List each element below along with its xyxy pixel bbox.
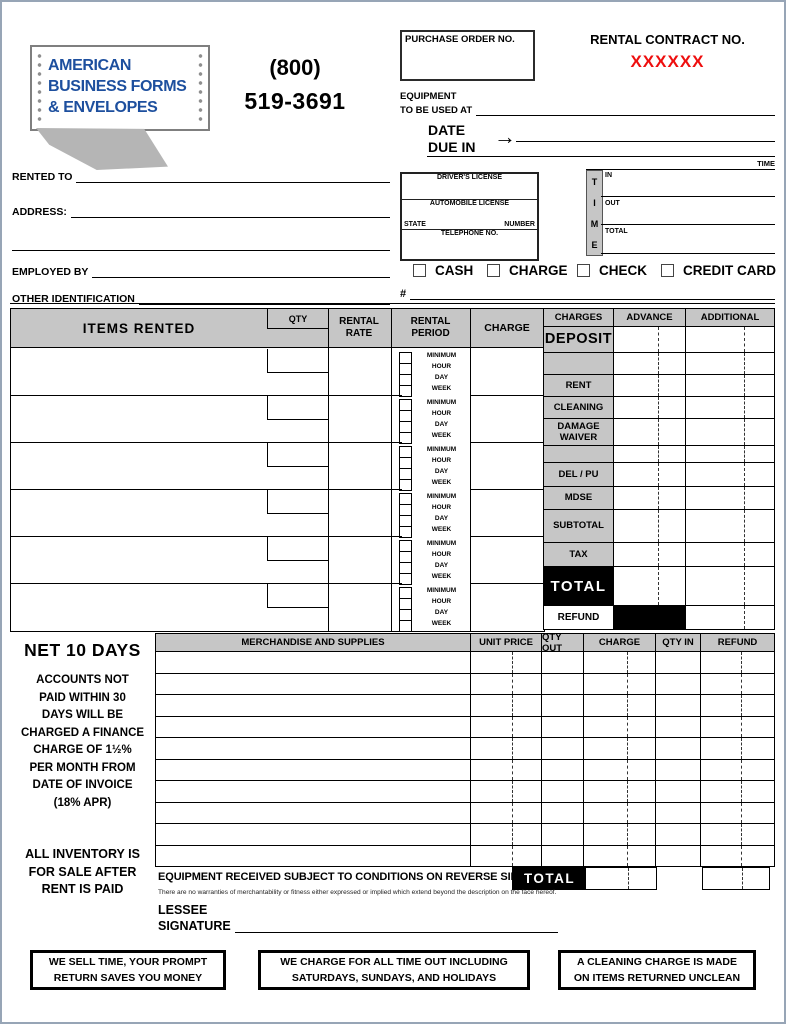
merch-refund-cell[interactable] [701,824,774,845]
drivers-license-label: DRIVER'S LICENSE [436,174,503,181]
merch-unit-price-cell[interactable] [471,738,542,759]
period-labels [414,491,469,536]
merch-refund-cell[interactable] [701,717,774,738]
merch-charge-cell[interactable] [584,652,656,673]
period-labels [414,585,469,630]
time-total-label: TOTAL [605,228,628,235]
item-rental-rate-cell[interactable] [329,584,390,631]
merch-charge-cell[interactable] [584,846,656,867]
charges-row-blank-5-additional-cell[interactable] [686,446,774,462]
charges-row-total [544,567,774,606]
period-checkboxes [399,540,412,585]
charges-row-damage-waiver-label: DAMAGE WAIVER [544,419,614,445]
promo-line: ON ITEMS RETURNED UNCLEAN [573,972,741,984]
merch-total-refund-cell[interactable] [702,867,770,890]
charges-row-cleaning [544,397,774,419]
employed-by-field[interactable] [92,265,390,278]
charges-row-subtotal-label: SUBTOTAL [544,510,614,542]
item-qty-cell[interactable] [267,349,328,373]
charges-row-rent-advance-cell[interactable] [614,375,686,397]
purchase-order-box[interactable] [400,30,535,81]
qty-header: QTY [267,309,329,329]
net-terms-text: ACCOUNTS NOT PAID WITHIN 30 DAYS WILL BE CHARGED A FINANCE CHARGE OF 1½% PER MONTH FROM DATE OF INVOICE (18% APR) [20,674,145,809]
charges-row-mdse-label: MDSE [544,487,614,509]
number-label: NUMBER [504,221,535,228]
charges-row-blank-1-advance-cell[interactable] [614,353,686,374]
period-labels [414,350,469,395]
merch-qty-in-cell[interactable] [656,695,701,716]
period-checkboxes [399,352,412,397]
charges-row-del-pu [544,463,774,487]
promo-box-time-out [258,950,530,990]
period-labels [414,397,469,442]
period-checkboxes [399,446,412,491]
item-description-cell[interactable] [11,537,267,584]
automobile-license-label: AUTOMOBILE LICENSE [429,200,510,207]
cash-label: CASH [435,263,474,278]
time-vertical-bar [586,170,603,256]
item-qty-cell[interactable] [267,396,328,420]
merchandise-table [155,633,775,867]
charges-row-total-label: TOTAL [544,567,614,605]
table-top-double-rule [10,303,775,307]
period-option-label: WEEK [431,526,452,534]
merch-description-cell[interactable] [156,738,471,759]
item-rental-rate-cell[interactable] [329,490,390,537]
rented-to-label: RENTED TO [12,171,73,183]
period-option-label: DAY [434,514,449,522]
merch-qty-out-cell[interactable] [542,846,584,867]
merch-charge-cell[interactable] [584,824,656,845]
charges-row-del-pu-label: DEL / PU [544,463,614,486]
conditions-notice: EQUIPMENT RECEIVED SUBJECT TO CONDITIONS ON REVERSE SIDE [158,871,526,883]
item-qty-cell[interactable] [267,537,328,561]
items-rented-row [11,443,544,490]
merch-total-label: TOTAL [512,867,587,890]
lessee-label: LESSEE [158,903,208,917]
check-label: CHECK [599,263,648,278]
merch-charge-cell[interactable] [584,760,656,781]
merch-refund-cell[interactable] [701,846,774,867]
rental-contract-number: XXXXXX [630,52,705,71]
promo-line: WE SELL TIME, YOUR PROMPT [48,956,208,968]
charges-row-tax-label: TAX [544,543,614,567]
net-terms-title: NET 10 DAYS [24,640,141,660]
merch-qty-in-cell[interactable] [656,738,701,759]
charges-row-del-pu-advance-cell[interactable] [614,463,686,486]
item-rental-rate-cell[interactable] [329,396,390,443]
merch-unit-price-cell[interactable] [471,695,542,716]
merch-qty-in-cell[interactable] [656,824,701,845]
items-rented-table [10,308,545,632]
period-option-label: MINIMUM [426,539,457,547]
qty-in-header: QTY IN [656,634,701,651]
merch-qty-in-cell[interactable] [656,846,701,867]
merch-unit-price-cell[interactable] [471,781,542,802]
charges-row-damage-waiver-additional-cell[interactable] [686,419,774,445]
charges-row-tax-additional-cell[interactable] [686,543,774,567]
address-field[interactable] [71,205,390,218]
period-option-label: WEEK [431,479,452,487]
merch-qty-in-cell[interactable] [656,674,701,695]
charges-row-total-additional-cell[interactable] [686,567,774,605]
logo-flag-shape [36,128,168,170]
period-option-label: WEEK [431,573,452,581]
period-option-label: HOUR [431,597,452,605]
charges-row-blank-5 [544,446,774,463]
merch-qty-in-cell[interactable] [656,803,701,824]
period-option-label: MINIMUM [426,398,457,406]
equipment-label: EQUIPMENT [400,91,457,102]
merchandise-row [156,674,774,696]
charges-row-tax [544,543,774,568]
charges-header-row [544,309,774,327]
period-option-label: HOUR [431,456,452,464]
additional-column-header: ADDITIONAL [686,309,774,326]
merch-refund-cell[interactable] [701,674,774,695]
time-total-field[interactable] [601,253,775,254]
item-description-cell[interactable] [11,443,267,490]
period-option-label: WEEK [431,432,452,440]
charge-label: CHARGE [509,263,568,278]
merch-charge-cell[interactable] [584,738,656,759]
charges-row-rent-additional-cell[interactable] [686,375,774,397]
merch-description-cell[interactable] [156,717,471,738]
merch-refund-cell[interactable] [701,652,774,673]
merch-refund-cell[interactable] [701,738,774,759]
period-option-label: DAY [434,561,449,569]
charges-row-blank-1 [544,353,774,375]
period-checkboxes [399,587,412,632]
period-option-label: HOUR [431,409,452,417]
charges-row-cleaning-label: CLEANING [544,397,614,418]
logo-line: AMERICAN [48,57,132,74]
item-charge-cell[interactable] [472,490,544,537]
time-in-label: IN [605,172,612,179]
drivers-license-cell[interactable] [402,174,537,200]
merch-description-cell[interactable] [156,781,471,802]
merchandise-row [156,738,774,760]
charges-row-cleaning-advance-cell[interactable] [614,397,686,418]
charges-row-mdse [544,487,774,510]
rental-contract-label: RENTAL CONTRACT NO. [590,32,745,47]
payment-number-field[interactable] [410,287,775,300]
items-rented-row [11,584,544,631]
date-due-field[interactable] [516,141,775,142]
merch-charge-cell[interactable] [584,695,656,716]
period-labels [414,538,469,583]
items-rented-row [11,349,544,396]
merch-unit-price-cell[interactable] [471,760,542,781]
promo-line: WE CHARGE FOR ALL TIME OUT INCLUDING [280,956,508,968]
merch-refund-cell[interactable] [701,803,774,824]
merchandise-row [156,846,774,867]
period-option-label: DAY [434,467,449,475]
period-option-label: DAY [434,420,449,428]
rental-rate-header: RENTAL RATE [339,316,379,339]
refund-header: REFUND [717,637,758,648]
period-option-label: MINIMUM [426,586,457,594]
time-out-label: OUT [605,200,620,207]
item-qty-cell[interactable] [267,443,328,467]
charges-row-deposit-additional-cell[interactable] [686,327,774,352]
merch-unit-price-cell[interactable] [471,717,542,738]
payment-number-prefix: # [400,288,407,300]
charge-header: CHARGE [484,322,530,334]
promo-line: SATURDAYS, SUNDAYS, AND HOLIDAYS [291,972,497,984]
charges-row-refund-label: REFUND [544,606,614,629]
merchandise-row [156,695,774,717]
charges-row-blank-5-label [544,446,614,462]
merch-qty-in-cell[interactable] [656,717,701,738]
merch-description-cell[interactable] [156,695,471,716]
merchandise-row [156,652,774,674]
items-rows [11,349,544,632]
merch-qty-in-cell[interactable] [656,781,701,802]
period-option-label: DAY [434,373,449,381]
merch-qty-in-cell[interactable] [656,760,701,781]
item-description-cell[interactable] [11,584,267,631]
merch-qty-out-cell[interactable] [542,760,584,781]
merch-unit-price-cell[interactable] [471,846,542,867]
arrow-right-icon: → [494,124,516,149]
item-rental-rate-cell[interactable] [329,537,390,584]
item-charge-cell[interactable] [472,349,544,396]
merchandise-row [156,717,774,739]
item-qty-cell[interactable] [267,490,328,514]
promo-box-cleaning [558,950,756,990]
check-checkbox[interactable] [577,264,590,277]
period-option-label: MINIMUM [426,445,457,453]
merchandise-row [156,824,774,846]
telephone-cell[interactable] [402,230,537,257]
merch-unit-price-cell[interactable] [471,674,542,695]
period-checkboxes [399,399,412,444]
purchase-order-label: PURCHASE ORDER NO. [405,34,515,45]
merch-charge-cell[interactable] [584,674,656,695]
advance-column-header: ADVANCE [614,309,686,326]
merchandise-row [156,760,774,782]
charges-row-deposit [544,327,774,353]
merch-refund-cell[interactable] [701,781,774,802]
merch-description-cell[interactable] [156,674,471,695]
item-charge-cell[interactable] [472,584,544,631]
period-option-label: HOUR [431,550,452,558]
charges-column-header: CHARGES [544,309,614,326]
employed-by-label: EMPLOYED BY [12,266,89,278]
period-option-label: HOUR [431,362,452,370]
equipment-used-at-field[interactable] [476,103,775,116]
merch-qty-out-cell[interactable] [542,824,584,845]
items-rented-row [11,537,544,584]
other-identification-label: OTHER IDENTIFICATION [12,293,135,305]
merch-refund-cell[interactable] [701,695,774,716]
charges-row-refund-additional-cell[interactable] [686,606,774,629]
company-name [48,55,186,118]
inventory-notice-text: ALL INVENTORY IS FOR SALE AFTER RENT IS PAID [25,847,140,896]
charges-row-refund [544,606,774,629]
promo-line: A CLEANING CHARGE IS MADE [576,956,738,968]
cash-checkbox[interactable] [413,264,426,277]
logo-line: & ENVELOPES [48,99,158,116]
warranty-disclaimer: There are no warranties of merchantability or fitness either expressed or implied which extend beyond the description on the face hereof. [158,889,557,896]
charges-row-damage-waiver-advance-cell[interactable] [614,419,686,445]
charges-row-deposit-label: DEPOSIT [544,327,614,352]
charges-row-mdse-additional-cell[interactable] [686,487,774,509]
period-option-label: DAY [434,608,449,616]
merchandise-table-header [156,631,774,654]
merchandise-rows [156,652,774,866]
credit-card-label: CREDIT CARD [683,263,776,278]
credit-card-checkbox[interactable] [661,264,674,277]
merch-description-cell[interactable] [156,846,471,867]
license-box [400,172,539,261]
item-description-cell[interactable] [11,349,267,396]
period-option-label: MINIMUM [426,492,457,500]
week-checkbox[interactable] [399,620,412,632]
due-in-label: DUE IN [428,139,476,155]
charges-row-total-advance-cell[interactable] [614,567,686,605]
merch-description-cell[interactable] [156,824,471,845]
time-letter: I [593,197,596,208]
time-letter: T [591,176,598,187]
qty-out-header: QTY OUT [542,634,584,651]
promo-line: RETURN SAVES YOU MONEY [53,972,203,984]
phone-area-code: (800) [269,55,321,80]
merch-qty-in-cell[interactable] [656,652,701,673]
date-label: DATE [428,122,466,138]
charges-row-subtotal-advance-cell[interactable] [614,510,686,542]
charges-row-blank-5-advance-cell[interactable] [614,446,686,462]
item-description-cell[interactable] [11,490,267,537]
merch-unit-price-cell[interactable] [471,803,542,824]
charges-row-damage-waiver [544,419,774,446]
charges-row-refund-advance-cell[interactable] [614,606,686,629]
perforation-dots-icon [198,52,203,124]
rental-period-header: RENTAL PERIOD [410,316,451,339]
telephone-label: TELEPHONE NO. [440,230,499,237]
merch-description-cell[interactable] [156,760,471,781]
merch-qty-out-cell[interactable] [542,781,584,802]
period-checkboxes [399,493,412,538]
merch-charge-cell[interactable] [584,781,656,802]
merch-refund-cell[interactable] [701,760,774,781]
merch-description-cell[interactable] [156,803,471,824]
period-option-label: WEEK [431,385,452,393]
signature-label: SIGNATURE [158,919,231,933]
items-rented-row [11,490,544,537]
equipment-used-at-label: TO BE USED AT [400,105,473,116]
items-rented-header: ITEMS RENTED [82,320,196,336]
item-charge-cell[interactable] [472,396,544,443]
merch-charge-cell[interactable] [584,803,656,824]
charges-row-blank-1-additional-cell[interactable] [686,353,774,374]
date-due-field-2[interactable] [427,156,775,157]
merch-unit-price-cell[interactable] [471,824,542,845]
rented-to-field[interactable] [76,170,390,183]
charges-row-subtotal [544,510,774,543]
time-caption: TIME [757,159,775,168]
merch-qty-out-cell[interactable] [542,674,584,695]
merch-description-cell[interactable] [156,652,471,673]
time-out-field[interactable] [601,224,775,225]
merch-charge-cell[interactable] [584,717,656,738]
period-option-label: MINIMUM [426,351,457,359]
charges-row-del-pu-additional-cell[interactable] [686,463,774,486]
charges-row-rent-label: RENT [544,375,614,397]
address-label: ADDRESS: [12,206,67,218]
time-section-top-rule [586,169,775,170]
period-labels [414,444,469,489]
item-description-cell[interactable] [11,396,267,443]
items-table-header [11,309,544,348]
merch-total-charge-cell[interactable] [585,867,657,890]
merchandise-header: MERCHANDISE AND SUPPLIES [156,634,471,651]
merch-qty-out-cell[interactable] [542,738,584,759]
item-charge-cell[interactable] [472,537,544,584]
charge-checkbox[interactable] [487,264,500,277]
item-rental-rate-cell[interactable] [329,349,390,396]
merch-qty-out-cell[interactable] [542,695,584,716]
merchandise-row [156,803,774,825]
charge-header: CHARGE [584,634,656,651]
charges-row-subtotal-additional-cell[interactable] [686,510,774,542]
period-option-label: HOUR [431,503,452,511]
merch-qty-out-cell[interactable] [542,652,584,673]
signature-field[interactable] [235,920,558,933]
item-rental-rate-cell[interactable] [329,443,390,490]
charges-row-mdse-advance-cell[interactable] [614,487,686,509]
charges-row-blank-1-label [544,353,614,374]
automobile-license-cell[interactable] [402,200,537,230]
merch-unit-price-cell[interactable] [471,652,542,673]
time-letter: M [590,218,599,229]
perforation-dots-icon [37,52,42,124]
items-rented-row [11,396,544,443]
merchandise-row [156,781,774,803]
charges-row-tax-advance-cell[interactable] [614,543,686,567]
charges-row-cleaning-additional-cell[interactable] [686,397,774,418]
item-charge-cell[interactable] [472,443,544,490]
charges-row-deposit-advance-cell[interactable] [614,327,686,352]
period-option-label: WEEK [431,620,452,628]
phone-number: 519-3691 [244,88,346,114]
address-field-2[interactable] [12,250,390,251]
merch-qty-out-cell[interactable] [542,717,584,738]
charges-summary-table [543,308,775,630]
merch-qty-out-cell[interactable] [542,803,584,824]
time-in-field[interactable] [601,196,775,197]
state-label: STATE [404,221,426,228]
charges-row-rent [544,375,774,398]
item-qty-cell[interactable] [267,584,328,608]
promo-box-prompt-return [30,950,226,990]
logo-line: BUSINESS FORMS [48,78,187,95]
time-letter: E [591,239,598,250]
company-logo [30,45,210,131]
unit-price-header: UNIT PRICE [471,634,542,651]
